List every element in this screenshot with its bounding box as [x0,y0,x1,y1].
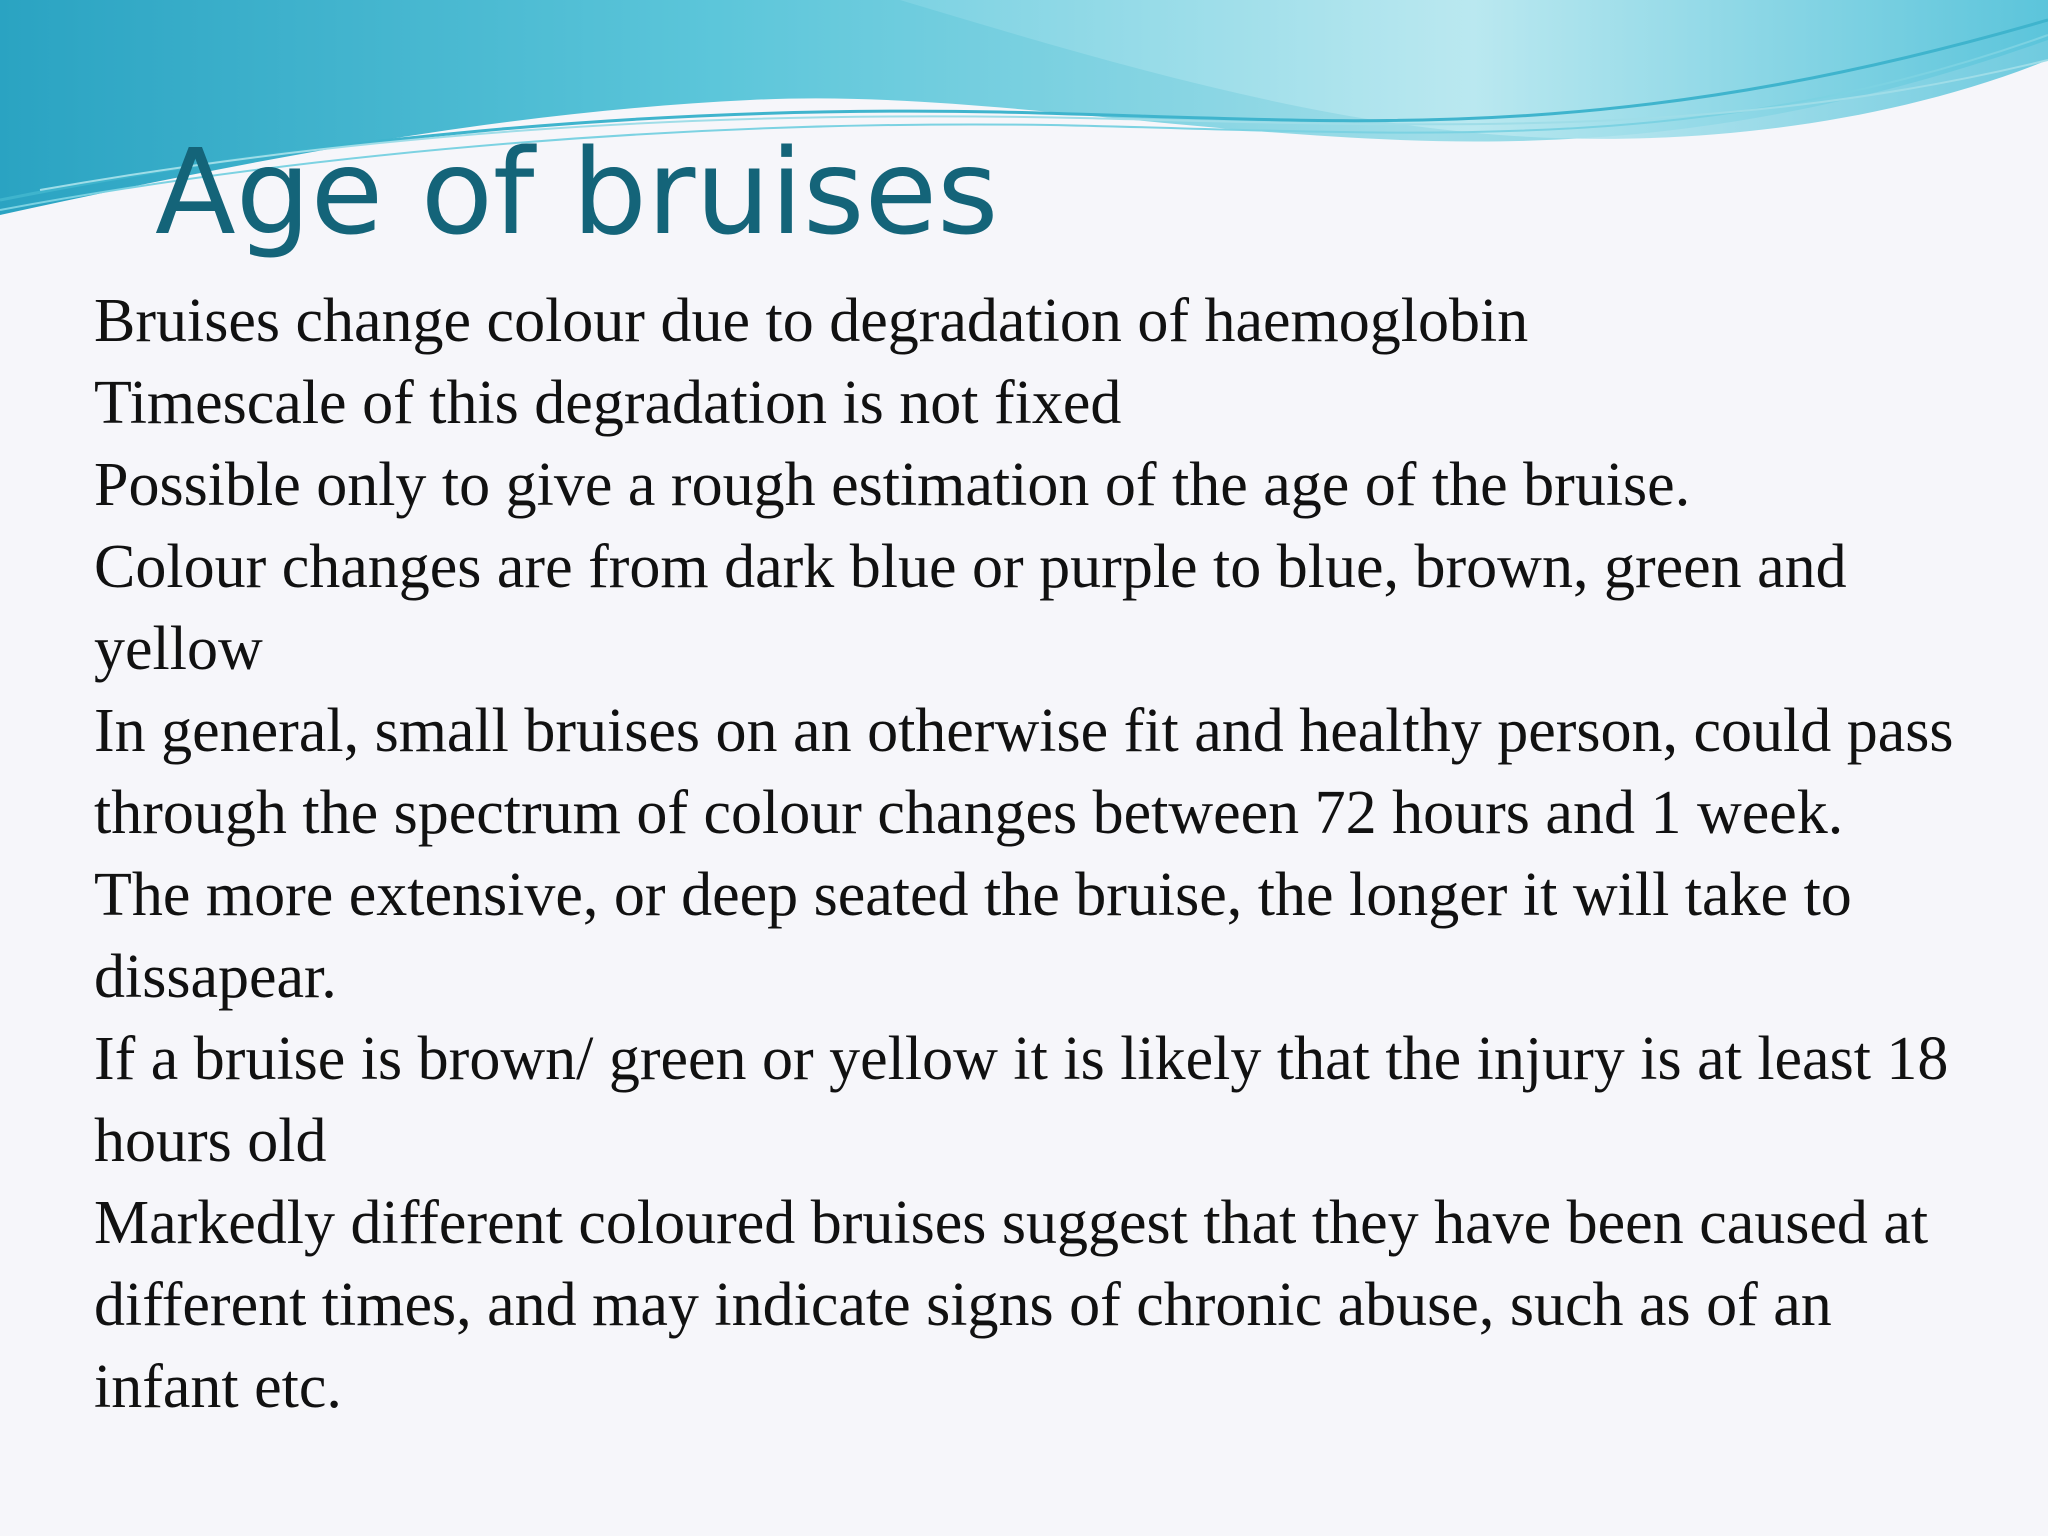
body-point: Possible only to give a rough estimation of the age of the bruise. [94,451,1691,519]
slide-title: Age of bruises [155,123,999,261]
body-point: Timescale of this degradation is not fixed [94,369,1122,437]
body-point: Markedly different coloured bruises suggest that they have been caused at different times, and may indicate signs of chronic abuse, such as of an infant etc. [94,1189,1929,1421]
body-point: Bruises change colour due to degradation of haemoglobin [94,287,1529,355]
slide-body [94,280,1954,1428]
body-point: The more extensive, or deep seated the bruise, the longer it will take to dissapear. [94,861,1852,1011]
body-point: If a bruise is brown/ green or yellow it is likely that the injury is at least 18 hours old [94,1025,1949,1175]
body-point: Colour changes are from dark blue or purple to blue, brown, green and yellow [94,533,1847,683]
body-point: In general, small bruises on an otherwise fit and healthy person, could pass through the spectrum of colour changes between 72 hours and 1 week. [94,697,1954,847]
